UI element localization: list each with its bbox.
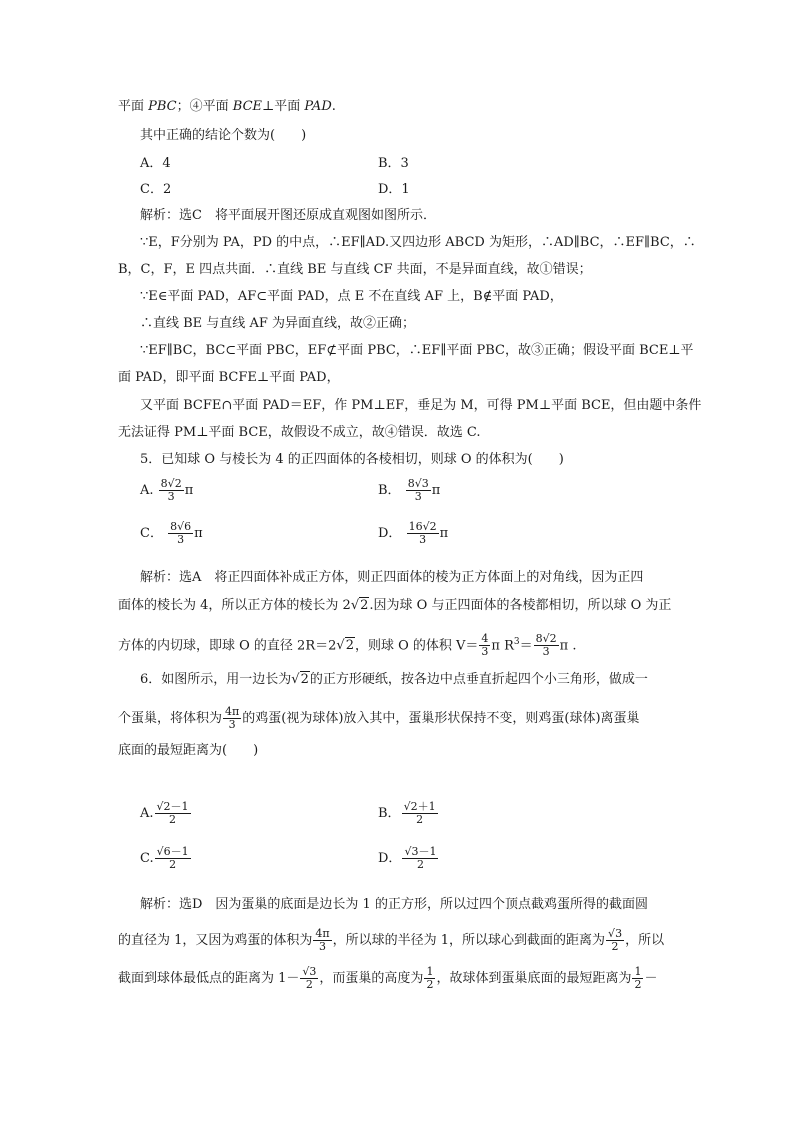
sol4-line-5: ∴直线 BE 与直线 AF 为异面直线，故②正确；: [140, 316, 415, 331]
q4-option-b: B．3: [378, 156, 409, 171]
q6-line-1: 6．如图所示，用一边长为√2的正方形硬纸，按各边中点垂直折起四个小三角形，做成一: [140, 672, 648, 687]
sol5-volume-fraction-1: $\frac{4}{3}$: [481, 632, 489, 659]
q4-stem: 其中正确的结论个数为( ): [140, 128, 307, 143]
sol4-line-4: ∵E∈平面 PAD，AF⊂平面 PAD，点 E 不在直线 AF 上，B∉平面 PAD，: [140, 289, 563, 304]
q6-line-3: 底面的最短距离为( ): [118, 743, 259, 758]
q6-egg-volume-fraction: $\frac{4\pi}{3}$: [225, 705, 240, 731]
sol5-volume-fraction-2: $\frac{8√2}{3}$: [535, 632, 557, 659]
q6-option-c: C. $\frac{√6-1}{2}$: [140, 845, 189, 871]
q5-c-fraction: $\frac{8√6}{3}$: [170, 520, 192, 546]
q4-option-c: C．2: [140, 182, 172, 197]
q5-option-c: C． $\frac{8√6}{3}$ π: [140, 520, 203, 546]
sol4-line-6: ∵EF∥BC，BC⊂平面 PBC，EF⊄平面 PBC，∴EF∥平面 PBC，故③正确；假设平面 BCE⊥平: [140, 343, 694, 358]
q5-stem: 5．已知球 O 与棱长为 4 的正四面体的各棱相切，则球 O 的体积为( ): [140, 452, 564, 467]
q6-option-b: B． $\frac{√2+1}{2}$: [378, 800, 436, 826]
sol5-line-2: 面体的棱长为 4，所以正方体的棱长为 2√2.因为球 O 与正四面体的各棱都相切，所以球 O 为正: [118, 598, 672, 613]
q6-option-a: A. $\frac{√2-1}{2}$: [140, 800, 189, 826]
q5-option-b: B． $\frac{8√3}{3}$ π: [378, 477, 441, 503]
q4-option-d: D．1: [378, 182, 410, 197]
sol6-line-2: 的直径为 1，又因为鸡蛋的体积为 $\frac{4\pi}{3}$ ，所以球的半径为 1，所以球心到截面的距离为 $\frac{√3}{2}$ ，所以: [118, 927, 665, 953]
q6-option-d: D． $\frac{√3-1}{2}$: [378, 845, 437, 871]
q4-option-a: A．4: [140, 156, 171, 171]
sol4-line-9: 无法证得 PM⊥平面 BCE，故假设不成立，故④错误．故选 C.: [118, 425, 481, 440]
sol4-line-8: 又平面 BCFE∩平面 PAD＝EF，作 PM⊥EF，垂足为 M，可得 PM⊥平面 BCE，但由题中条件: [140, 398, 702, 413]
q6-line-2: 个蛋巢，将体积为 $\frac{4\pi}{3}$ 的鸡蛋(视为球体)放入其中，蛋巢形状保持不变，则鸡蛋(球体)离蛋巢: [118, 705, 640, 731]
sol5-line-1: 解析：选A 将正四面体补成正方体，则正四面体的棱为正方体面上的对角线，因为正四: [140, 570, 644, 585]
q5-d-fraction: $\frac{16√2}{3}$: [408, 520, 437, 546]
q5-b-fraction: $\frac{8√3}{3}$: [407, 477, 429, 503]
sol6-line-3: 截面到球体最低点的距离为 1－ $\frac{√3}{2}$ ，而蛋巢的高度为 $\frac{1}{2}$ ，故球体到蛋巢底面的最短距离为 $\frac{1}{2}$ －: [118, 965, 658, 991]
sol4-line-1: 解析：选C 将平面展开图还原成直观图如图所示．: [140, 208, 436, 223]
sol4-line-2: ∵E，F分别为 PA，PD 的中点，∴EF∥AD.又四边形 ABCD 为矩形，∴AD∥BC，∴EF∥BC，∴: [140, 235, 696, 250]
sol4-line-3: B，C，F，E 四点共面．∴直线 BE 与直线 CF 共面，不是异面直线，故①错误；: [118, 262, 592, 277]
q5-option-d: D． $\frac{16√2}{3}$ π: [378, 520, 449, 546]
q5-a-fraction: $\frac{8√2}{3}$: [160, 477, 182, 503]
q5-option-a: A. $\frac{8√2}{3}$ π: [140, 477, 194, 503]
sol6-line-1: 解析：选D 因为蛋巢的底面是边长为 1 的正方形，所以过四个顶点截鸡蛋所得的截面圆: [140, 897, 648, 912]
sol4-line-7: 面 PAD，即平面 BCFE⊥平面 PAD，: [118, 370, 340, 385]
sol5-line-3: 方体的内切球，即球 O 的直径 2R＝2√2，则球 O 的体积 V＝ $\frac{4}{3}$ π $R^3=$ $\frac{8√2}{3}$ π .: [118, 632, 577, 659]
q4-tail-line: 平面 PBC；④平面 BCE⊥平面 PAD.: [118, 99, 336, 114]
